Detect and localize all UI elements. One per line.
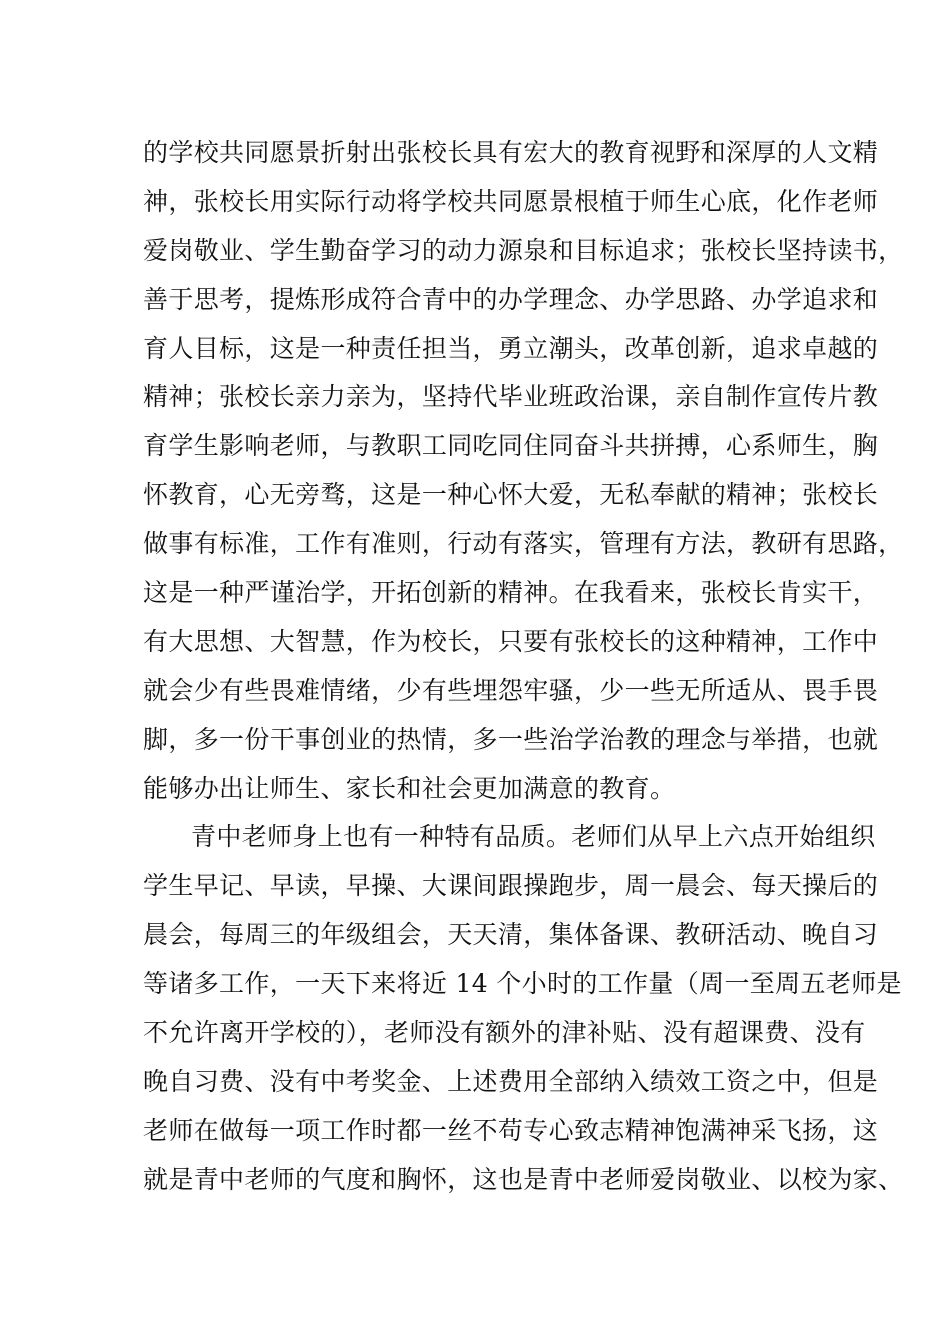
- text-line: 育学生影响老师，与教职工同吃同住同奋斗共拼搏，心系师生，胸: [143, 431, 879, 461]
- paragraph-2: [143, 813, 904, 1204]
- text-line: 晨会，每周三的年级组会，天天清，集体备课、教研活动、晚自习: [143, 920, 879, 950]
- text-line: 善于思考，提炼形成符合青中的办学理念、办学思路、办学追求和: [143, 284, 879, 314]
- text-line: 有大思想、大智慧，作为校长，只要有张校长的这种精神，工作中: [143, 626, 879, 656]
- text-line: 等诸多工作，一天下来将近 14 个小时的工作量（周一至周五老师是: [143, 969, 902, 999]
- text-line: 晚自习费、没有中考奖金、上述费用全部纳入绩效工资之中，但是: [143, 1066, 879, 1096]
- text-line: 脚，多一份干事创业的热情，多一些治学治教的理念与举措，也就: [143, 724, 879, 754]
- text-line: 学生早记、早读，早操、大课间跟操跑步，周一晨会、每天操后的: [143, 871, 879, 901]
- text-line: 育人目标，这是一种责任担当，勇立潮头，改革创新，追求卓越的: [143, 333, 879, 363]
- text-line: 就是青中老师的气度和胸怀，这也是青中老师爱岗敬业、以校为家、: [143, 1164, 904, 1194]
- text-line: 神，张校长用实际行动将学校共同愿景根植于师生心底，化作老师: [143, 186, 879, 216]
- text-line: 的学校共同愿景折射出张校长具有宏大的教育视野和深厚的人文精: [143, 138, 879, 167]
- text-line: 就会少有些畏难情绪，少有些埋怨牢骚，少一些无所适从、畏手畏: [143, 675, 879, 705]
- text-line: 做事有标准，工作有准则，行动有落实，管理有方法，教研有思路，: [143, 529, 904, 559]
- text-line: 不允许离开学校的），老师没有额外的津补贴、没有超课费、没有: [143, 1018, 866, 1048]
- text-line: 爱岗敬业、学生勤奋学习的动力源泉和目标追求；张校长坚持读书，: [143, 235, 904, 265]
- text-line: 这是一种严谨治学，开拓创新的精神。在我看来，张校长肯实干，: [143, 578, 879, 608]
- paragraph-1: [143, 129, 904, 813]
- text-line: 老师在做每一项工作时都一丝不苟专心致志精神饱满神采飞扬，这: [143, 1115, 879, 1145]
- text-line: 能够办出让师生、家长和社会更加满意的教育。: [143, 773, 676, 803]
- text-line-first-indented: 青中老师身上也有一种特有品质。老师们从早上六点开始组织: [191, 822, 876, 852]
- text-line: 精神；张校长亲力亲为，坚持代毕业班政治课，亲自制作宣传片教: [143, 382, 879, 412]
- text-line: 怀教育，心无旁骛，这是一种心怀大爱，无私奉献的精神；张校长: [143, 480, 879, 510]
- body-text: [143, 129, 904, 1205]
